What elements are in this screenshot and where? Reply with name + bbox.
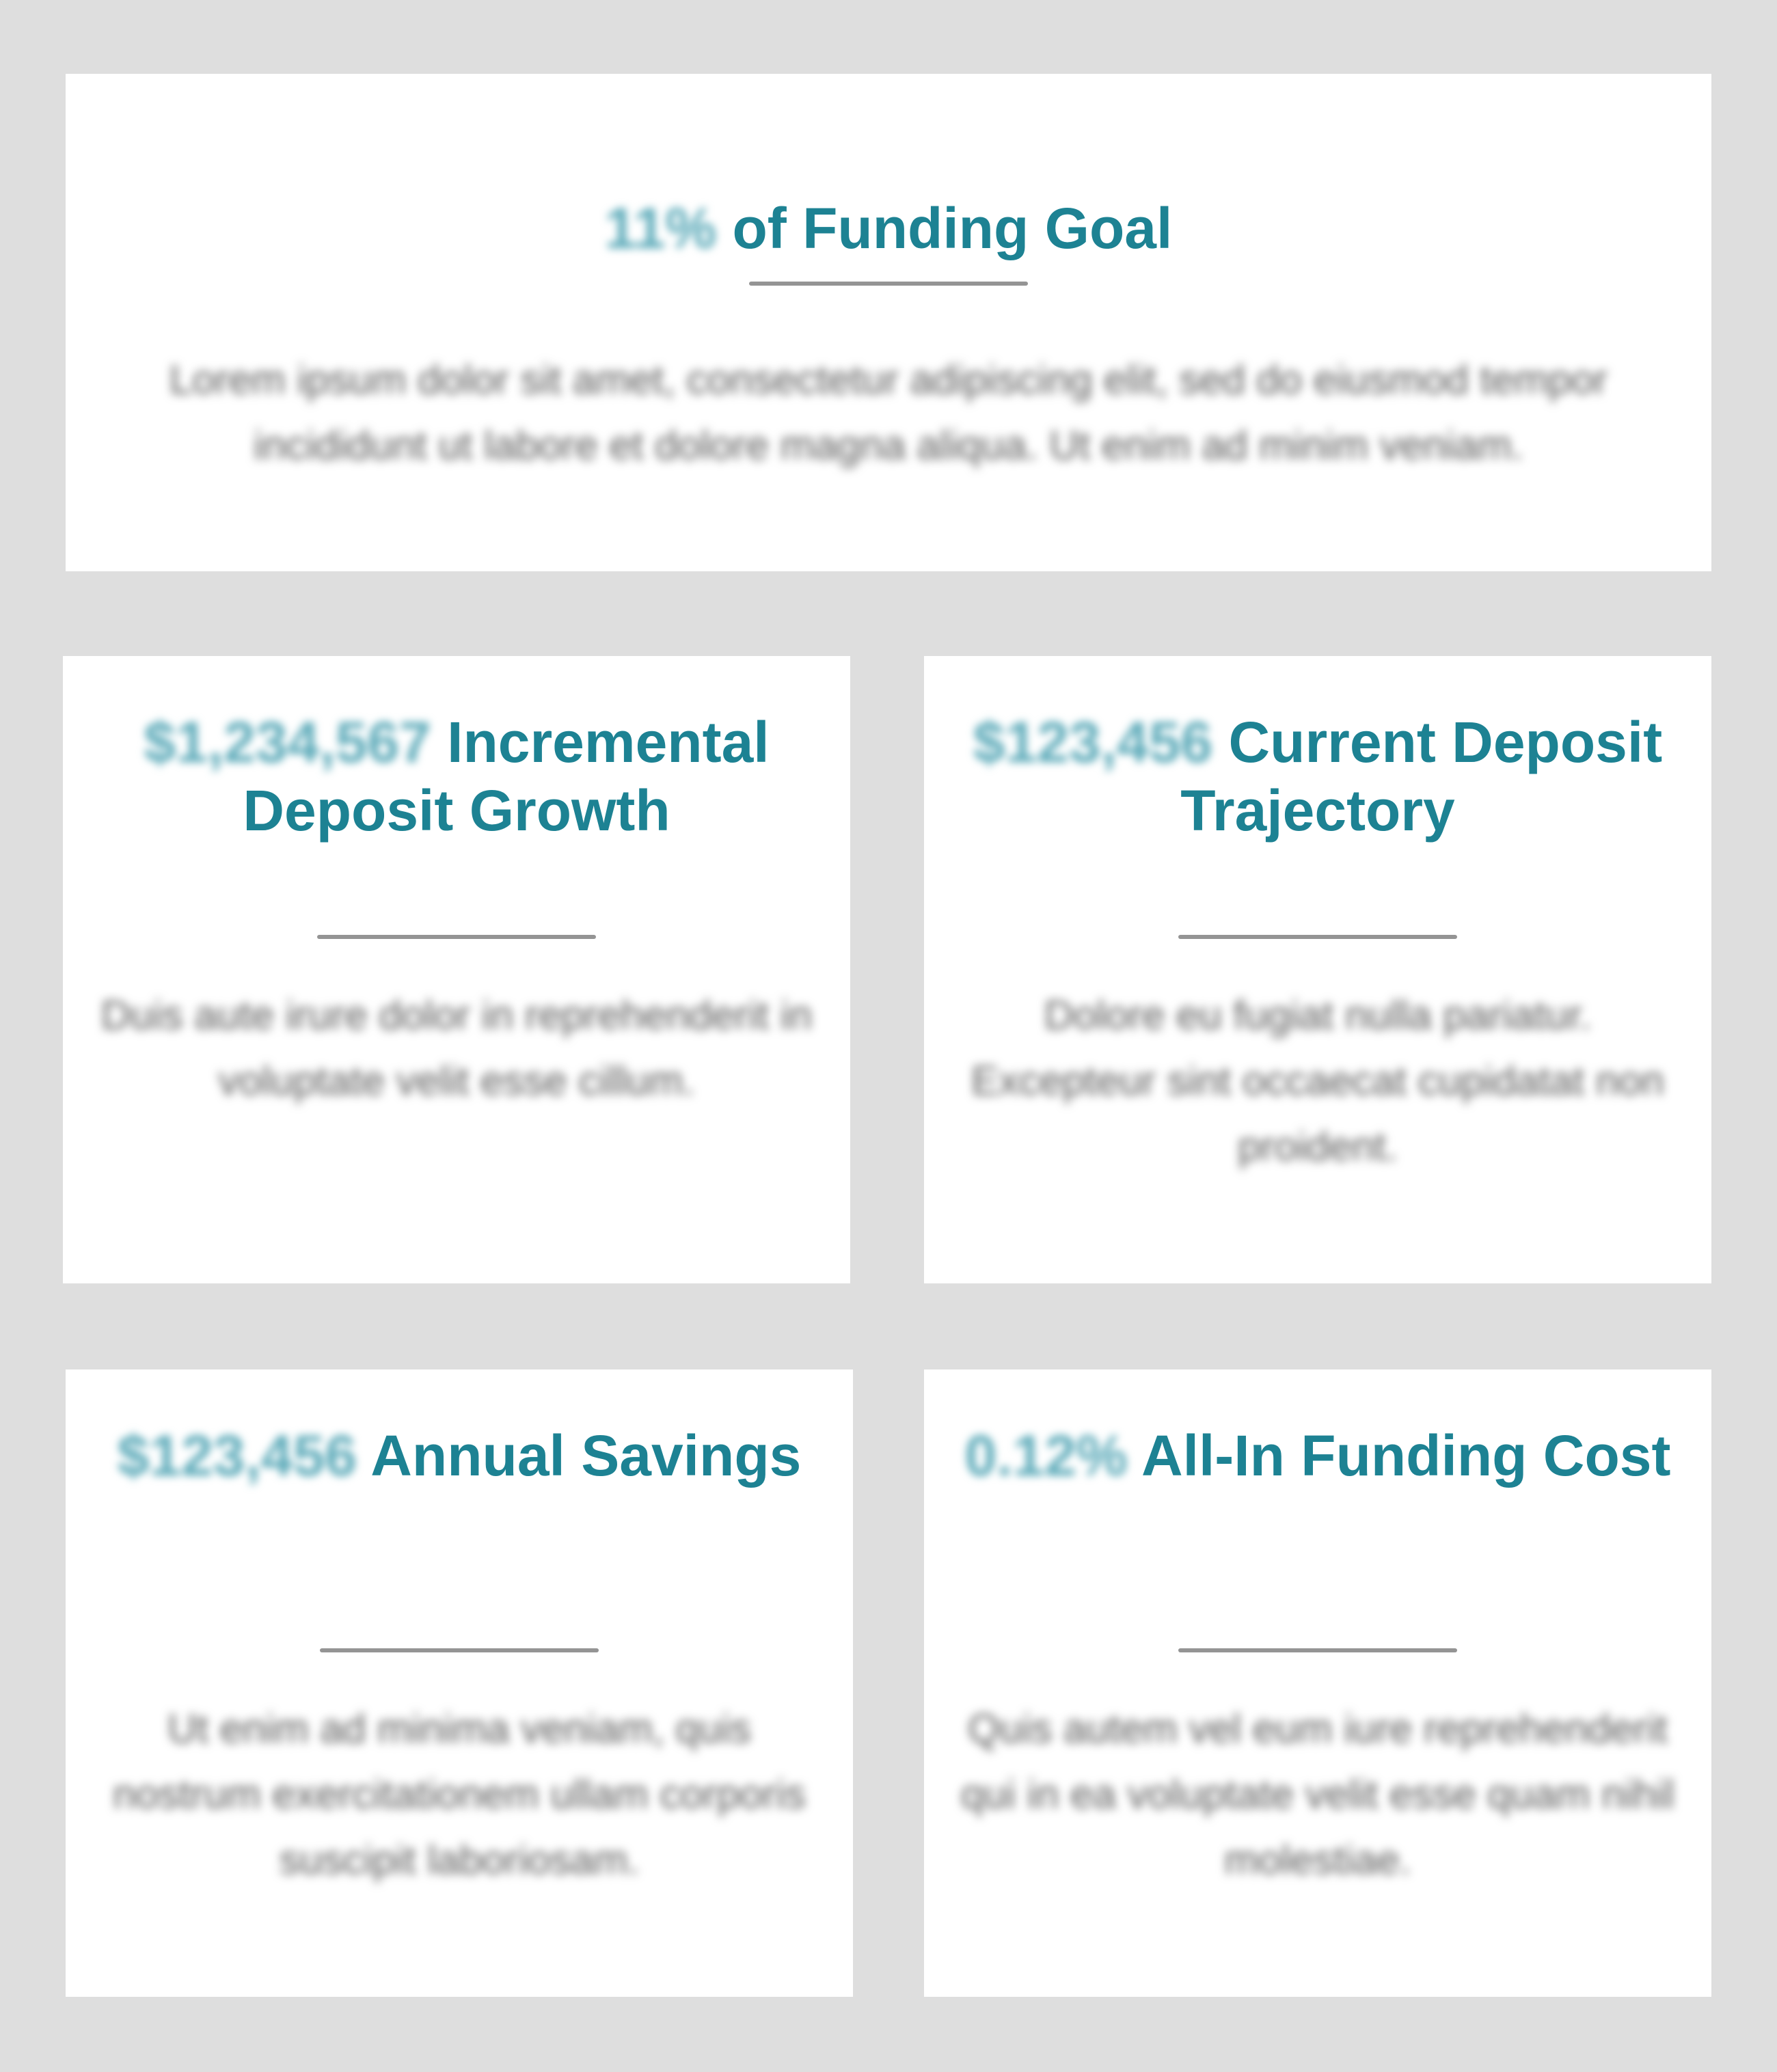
card-description: Duis aute irure dolor in reprehenderit in voluptate velit esse cillum.	[100, 992, 813, 1104]
card-title	[63, 708, 850, 845]
card-description: Ut enim ad minima veniam, quis nostrum exercitationem ullam corporis suscipit laboriosam.	[113, 1706, 806, 1883]
annual-savings-card	[66, 1369, 853, 1997]
metric-value: $123,456	[117, 1423, 357, 1488]
metric-value: 11%	[604, 196, 717, 260]
current-deposit-trajectory-card	[924, 656, 1711, 1283]
metric-value: $123,456	[973, 710, 1213, 774]
card-title	[924, 708, 1711, 845]
all-in-funding-cost-card	[924, 1369, 1711, 1997]
funding-goal-card	[66, 74, 1711, 571]
card-title	[66, 194, 1711, 262]
card-title	[924, 1421, 1711, 1490]
metric-value: 0.12%	[964, 1423, 1128, 1488]
divider	[1178, 1648, 1457, 1652]
card-description: Lorem ipsum dolor sit amet, consectetur adipiscing elit, sed do eiusmod tempor incididunt ut labore et dolore magna aliqua. Ut enim ad minim veniam.	[169, 357, 1608, 468]
card-description: Dolore eu fugiat nulla pariatur. Excepteur sint occaecat cupidatat non proident.	[971, 992, 1664, 1169]
metric-label: Annual Savings	[357, 1423, 802, 1488]
card-title	[66, 1421, 853, 1490]
metric-value: $1,234,567	[144, 710, 431, 774]
card-description: Quis autem vel eum iure reprehenderit qui in ea voluptate velit esse quam nihil molestiae.	[961, 1706, 1674, 1883]
metric-label: All-In Funding Cost	[1127, 1423, 1671, 1488]
metric-label: Incremental Deposit Growth	[243, 710, 770, 843]
divider	[1178, 935, 1457, 939]
incremental-deposit-growth-card	[63, 656, 850, 1283]
metric-label: Current Deposit Trajectory	[1180, 710, 1663, 843]
divider	[320, 1648, 599, 1652]
divider	[317, 935, 596, 939]
divider	[749, 282, 1028, 286]
metric-label: of Funding Goal	[716, 196, 1173, 260]
